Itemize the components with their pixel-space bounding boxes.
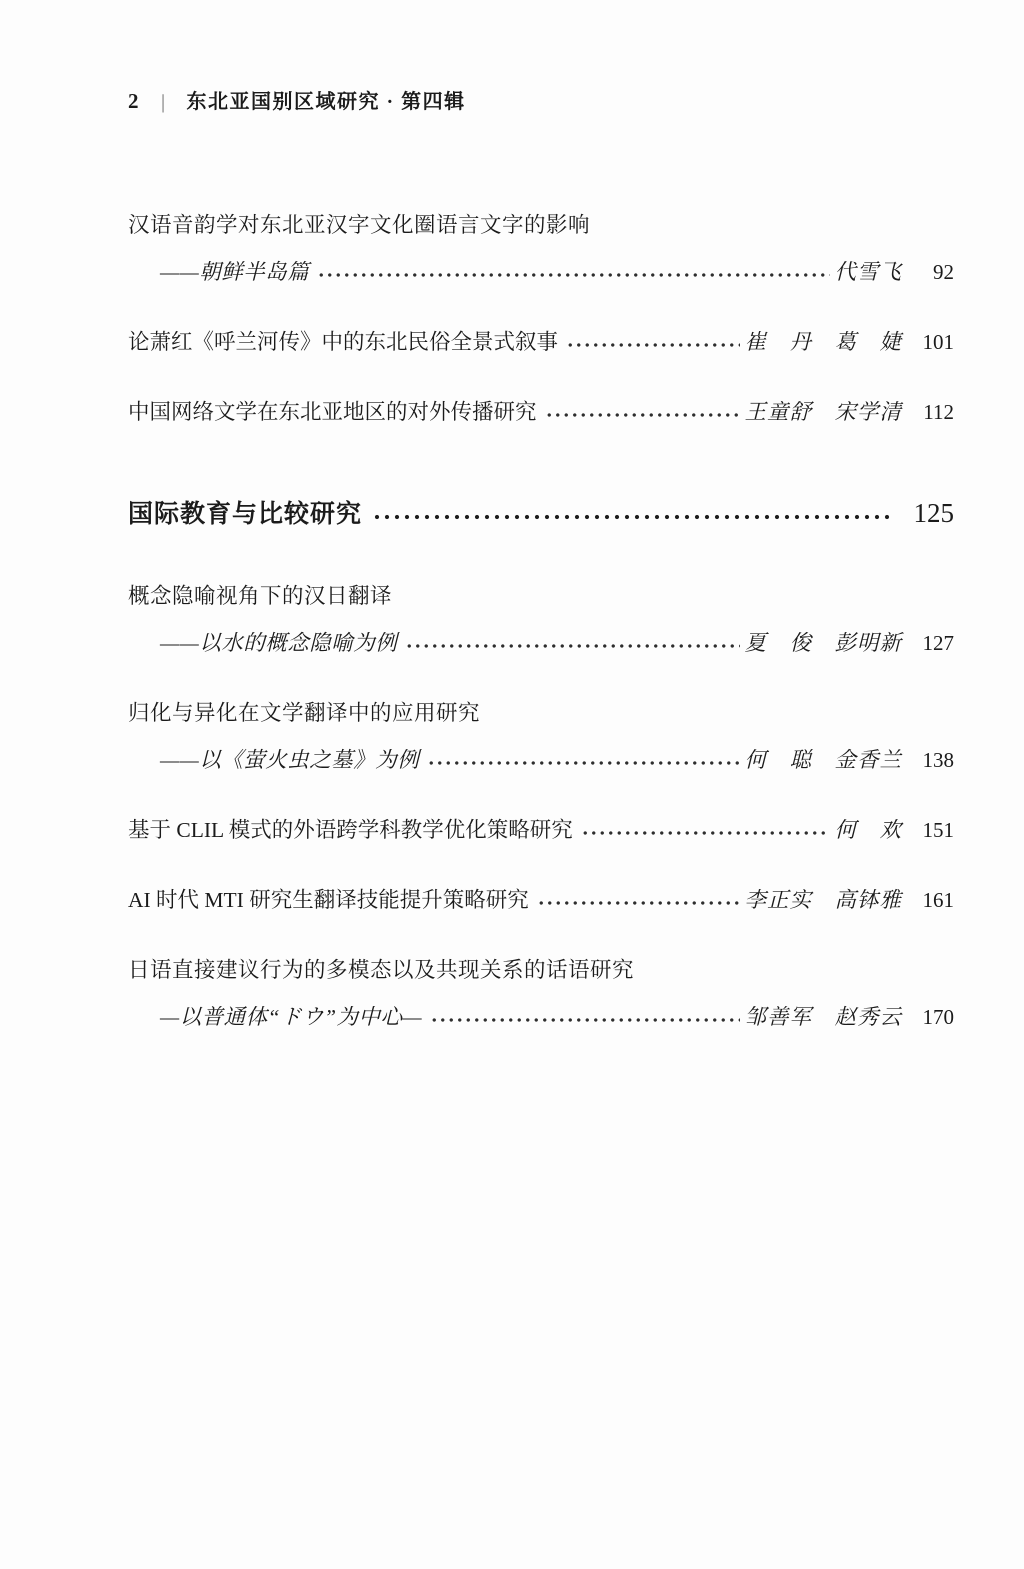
article-title: 概念隐喻视角下的汉日翻译	[128, 584, 393, 608]
folio-page-number: 2	[128, 89, 139, 113]
article-title: 归化与异化在文学翻译中的应用研究	[128, 701, 481, 725]
toc-section-heading	[128, 495, 954, 533]
article-title: 论萧红《呼兰河传》中的东北民俗全景式叙事	[128, 330, 559, 354]
dot-leader	[317, 257, 830, 287]
article-page-number: 170	[922, 1005, 954, 1029]
article-title: 基于 CLIL 模式的外语跨学科教学优化策略研究	[128, 818, 573, 842]
article-subtitle: ——朝鲜半岛篇	[160, 260, 310, 284]
article-subtitle: ——以《萤火虫之墓》为例	[160, 748, 420, 772]
dot-leader	[405, 628, 740, 658]
article-subtitle: ——以水的概念隐喻为例	[160, 631, 398, 655]
running-head	[128, 85, 954, 114]
toc-entry	[128, 815, 954, 845]
article-authors: 王童舒 宋学清	[744, 400, 902, 424]
article-title: 汉语音韵学对东北亚汉字文化圈语言文字的影响	[128, 213, 591, 237]
header-divider: |	[161, 91, 164, 113]
toc-entry	[128, 327, 954, 357]
dot-leader	[545, 397, 741, 427]
article-authors: 李正实 高钵雅	[744, 888, 902, 912]
toc-entry	[128, 885, 954, 915]
dot-leader	[427, 745, 740, 775]
article-authors: 夏 俊 彭明新	[744, 631, 902, 655]
article-title: AI 时代 MTI 研究生翻译技能提升策略研究	[128, 888, 529, 912]
article-authors: 何 欢	[834, 818, 902, 842]
article-page-number: 92	[933, 260, 954, 284]
dot-leader	[566, 327, 740, 357]
toc-entry	[128, 210, 954, 287]
article-title: 日语直接建议行为的多模态以及共现关系的话语研究	[128, 958, 635, 982]
section-page-number: 125	[913, 498, 954, 528]
book-title: 东北亚国别区域研究 · 第四辑	[186, 91, 466, 113]
article-authors: 邹善军 赵秀云	[744, 1005, 902, 1029]
article-page-number: 138	[922, 748, 954, 772]
article-authors: 代雪飞	[834, 260, 902, 284]
article-page-number: 101	[922, 330, 954, 354]
toc-entry	[128, 698, 954, 775]
article-authors: 何 聪 金香兰	[744, 748, 902, 772]
toc-entry	[128, 581, 954, 658]
dot-leader	[430, 1002, 740, 1032]
toc-entry	[128, 955, 954, 1032]
article-page-number: 127	[922, 631, 954, 655]
article-title: 中国网络文学在东北亚地区的对外传播研究	[128, 400, 537, 424]
dot-leader	[372, 495, 892, 533]
dot-leader	[537, 885, 741, 915]
article-page-number: 112	[923, 400, 954, 424]
article-page-number: 161	[922, 888, 954, 912]
section-title: 国际教育与比较研究	[128, 501, 363, 528]
toc-entry	[128, 397, 954, 427]
article-subtitle: —以普通体“ドウ”为中心—	[160, 1005, 423, 1029]
article-page-number: 151	[922, 818, 954, 842]
dot-leader	[581, 815, 831, 845]
article-authors: 崔 丹 葛 婕	[744, 330, 902, 354]
